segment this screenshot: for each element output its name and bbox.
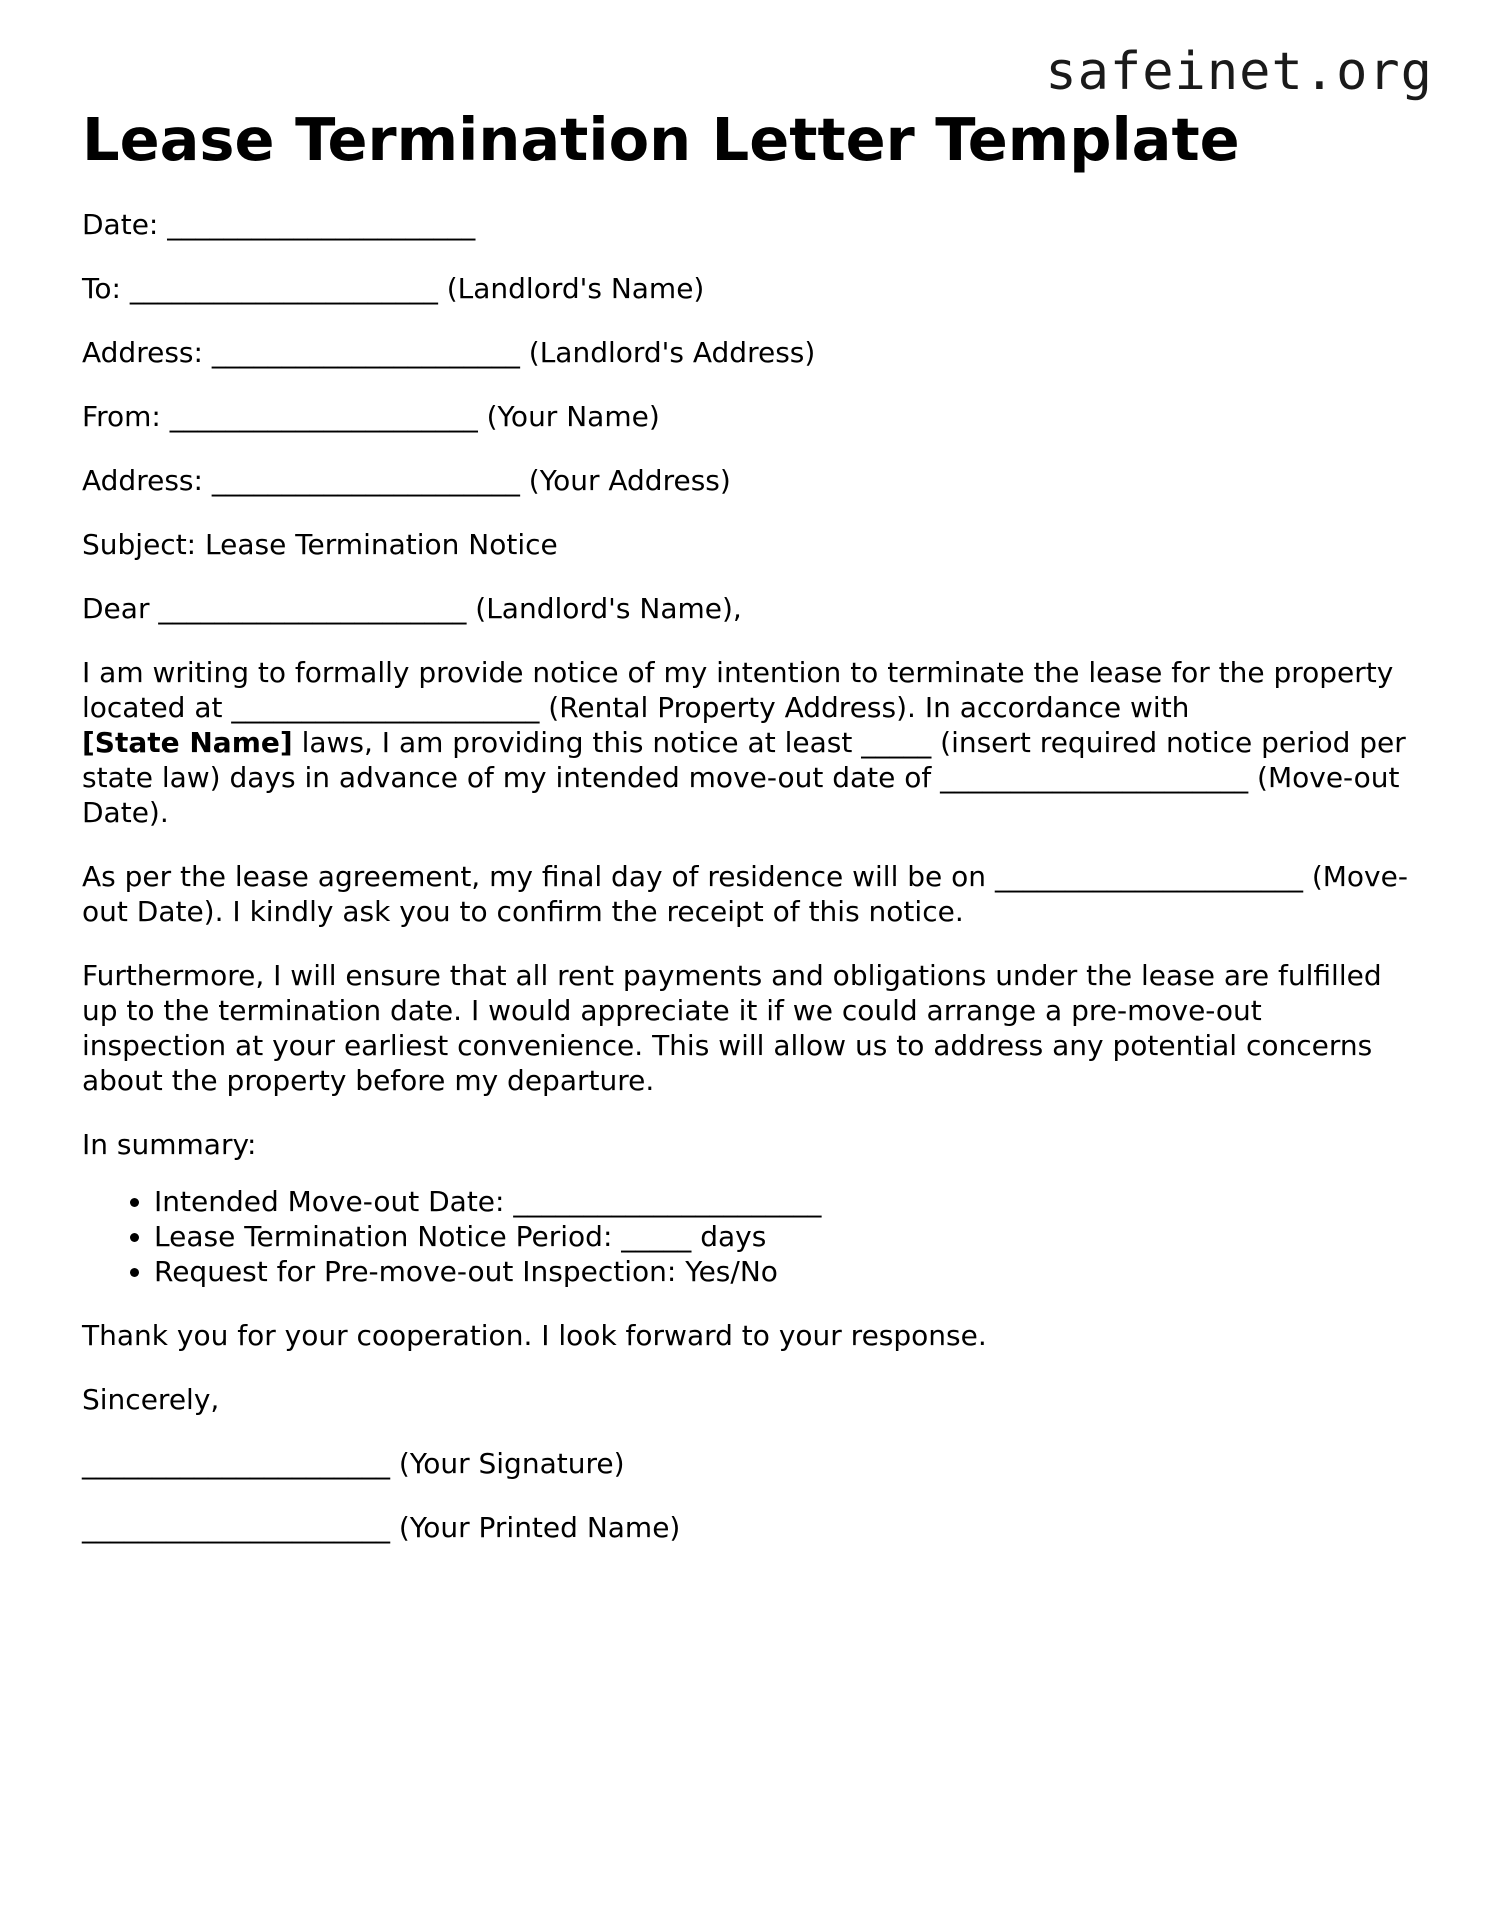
- sign-off: Sincerely,: [82, 1383, 220, 1416]
- state-name-placeholder: [State Name]: [82, 726, 293, 759]
- summary-list: [82, 1184, 1412, 1289]
- text-segment: (Rental Property Address). In accordance with: [548, 691, 1190, 724]
- text-segment: (Move-out Date). I kindly ask you to confirm the receipt of this notice.: [82, 860, 1408, 928]
- printed-name-blank[interactable]: ______________________: [82, 1511, 390, 1544]
- date-blank[interactable]: ______________________: [167, 208, 476, 241]
- salutation-prefix: Dear: [82, 592, 150, 625]
- your-address-blank[interactable]: ______________________: [211, 464, 520, 497]
- final-day-blank[interactable]: ______________________: [994, 860, 1303, 893]
- subject-line: Subject: Lease Termination Notice: [82, 528, 558, 561]
- list-item: • Request for Pre-move-out Inspection: Yes/No: [154, 1254, 1412, 1289]
- text-segment: laws, I am providing this notice at least: [301, 726, 853, 759]
- property-address-blank[interactable]: ______________________: [231, 691, 540, 724]
- move-out-date-blank[interactable]: ______________________: [940, 761, 1249, 794]
- text-segment: As per the lease agreement, my final day of residence will be on: [82, 860, 987, 893]
- watermark: safeinet.org: [1045, 42, 1433, 102]
- summary-intro: In summary:: [82, 1128, 257, 1161]
- field-label: Address:: [82, 336, 203, 369]
- list-item: • Intended Move-out Date: ______________________: [154, 1184, 1412, 1219]
- closing-thanks: Thank you for your cooperation. I look forward to your response.: [82, 1319, 987, 1352]
- your-name-blank[interactable]: ______________________: [169, 400, 478, 433]
- printed-name-hint: (Your Printed Name): [398, 1511, 681, 1544]
- from-field: [82, 399, 1412, 434]
- field-label: Address:: [82, 464, 203, 497]
- salutation-suffix: (Landlord's Name),: [475, 592, 742, 625]
- your-address-field: [82, 463, 1412, 498]
- notice-period-blank[interactable]: _____: [861, 726, 932, 759]
- field-hint: (Your Name): [486, 400, 660, 433]
- page-title: Lease Termination Letter Template: [82, 105, 1240, 174]
- landlord-address-blank[interactable]: ______________________: [211, 336, 520, 369]
- signature-line: [82, 1446, 1412, 1481]
- date-field: [82, 207, 1412, 242]
- field-label: Date:: [82, 208, 159, 241]
- field-hint: (Landlord's Name): [446, 272, 705, 305]
- salutation-blank[interactable]: ______________________: [158, 592, 467, 625]
- text-segment: (insert required notice period per state law) days in advance of my intended move-out date of: [82, 726, 1406, 794]
- letter-document: [82, 105, 1412, 1574]
- field-label: From:: [82, 400, 161, 433]
- field-hint: (Landlord's Address): [528, 336, 816, 369]
- notice-paragraph: [82, 655, 1412, 830]
- text-segment: I am writing to formally provide notice of my intention to terminate the lease for the property located at: [82, 656, 1394, 724]
- list-item: • Lease Termination Notice Period: _____ days: [154, 1219, 1412, 1254]
- printed-name-line: [82, 1510, 1412, 1545]
- landlord-address-field: [82, 335, 1412, 370]
- final-day-paragraph: [82, 859, 1412, 929]
- to-field: [82, 271, 1412, 306]
- text-segment: (Move-out Date).: [82, 761, 1400, 829]
- signature-blank[interactable]: ______________________: [82, 1447, 390, 1480]
- field-hint: (Your Address): [528, 464, 731, 497]
- landlord-name-blank[interactable]: ______________________: [129, 272, 438, 305]
- header-fields: [82, 207, 1412, 498]
- signature-hint: (Your Signature): [398, 1447, 625, 1480]
- obligations-paragraph: Furthermore, I will ensure that all rent payments and obligations under the lease are fulfilled up to the termination date. I would appreciate it if we could arrange a pre-move-out inspection at your earliest convenience. This will allow us to address any potential concerns about the property before my departure.: [82, 959, 1382, 1097]
- salutation: [82, 591, 1412, 626]
- field-label: To:: [82, 272, 121, 305]
